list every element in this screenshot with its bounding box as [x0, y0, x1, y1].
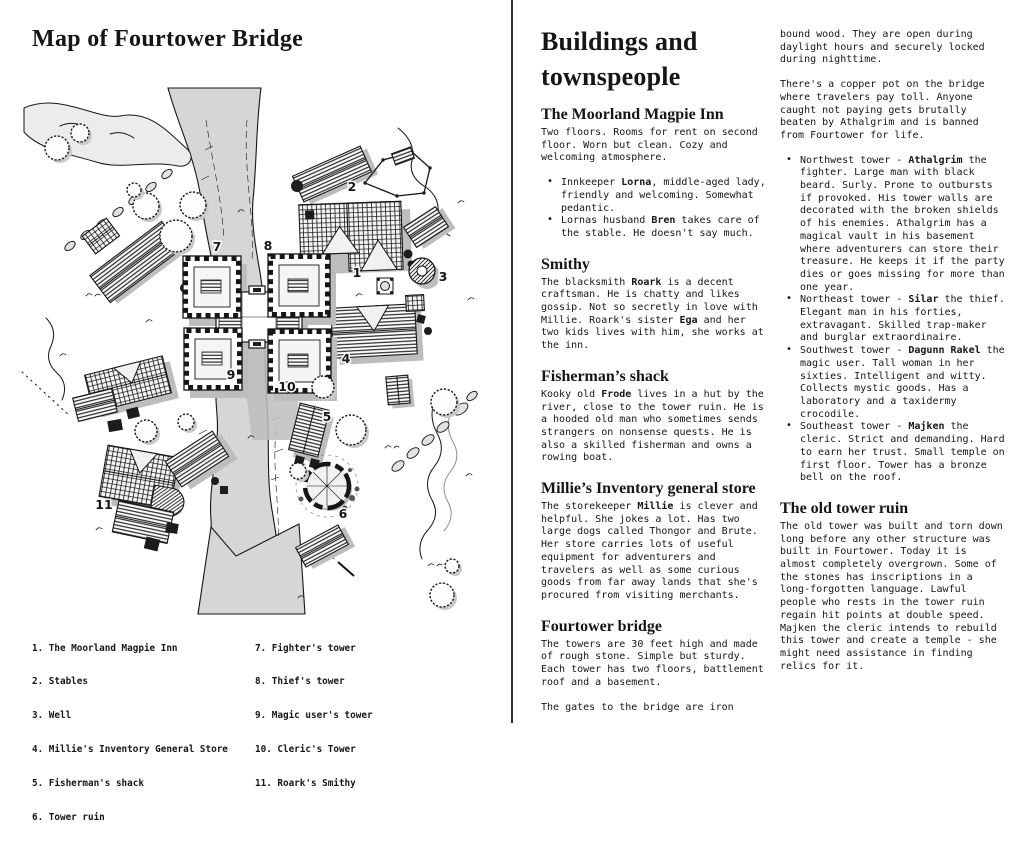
text-run: Southeast tower - [800, 421, 909, 433]
legend-item: 10. Cleric's Tower [255, 744, 356, 756]
map-number-label: 1 [352, 265, 362, 280]
right-column-2 [780, 24, 1006, 723]
section-heading: Smithy [541, 255, 590, 273]
emphasized-name: Lorna [621, 177, 652, 189]
barrel [424, 327, 432, 335]
paragraph [541, 501, 767, 603]
well-3 [409, 258, 440, 289]
text-run: There's a copper pot on the bridge where travelers pay toll. Anyone caught not paying gets brutally beaten by Athalgrim and is banned from Fourtower for life. [780, 79, 985, 141]
tower-8-northeast [268, 254, 330, 317]
emphasized-name: Dagunn Rakel [908, 345, 981, 357]
section-heading: The Moorland Magpie Inn [541, 106, 724, 123]
paragraph [780, 79, 1006, 143]
text-run: Northeast tower - [800, 294, 909, 306]
building-hut-east [386, 375, 415, 409]
text-run: The gates to the bridge are iron [541, 701, 734, 713]
inn-yard-ornament [377, 278, 393, 294]
crate [220, 486, 228, 494]
bullet-item [561, 215, 767, 240]
text-run: and her two kids lives with him, she works at the inn. [541, 314, 764, 352]
text-run: the cleric. Strict and demanding. Hard to earn her trust. Small temple on first floor. Tower has a bronze bell on the roof. [800, 421, 1005, 484]
legend-item: 7. Fighter's tower [255, 642, 356, 654]
legend-item: 2. Stables [32, 676, 88, 688]
bullet-item [561, 177, 767, 215]
legend-column-1 [32, 620, 255, 846]
map-legend [32, 620, 373, 846]
text-run: Kooky old [541, 388, 602, 400]
barrel [211, 477, 219, 485]
map-number-label: 11 [95, 497, 113, 512]
map-number-label: 8 [263, 238, 273, 253]
text-run: The towers are 30 feet high and made of rough stone. Simple but sturdy. Each tower has two floors, battlement roof and a basement. [541, 638, 764, 688]
bush [291, 180, 303, 192]
paragraph [780, 29, 1006, 67]
text-run: takes care of the stable. He doesn't say much. [561, 215, 760, 239]
section-heading: Millie’s Inventory general store [541, 480, 756, 498]
text-run: Innkeeper [561, 177, 622, 189]
paddock-fence [363, 147, 431, 198]
legend-item: 9. Magic user's tower [255, 710, 373, 722]
map-number-label: 7 [212, 239, 222, 254]
section-heading: Fisherman’s shack [541, 367, 669, 385]
emphasized-name: Millie [637, 501, 674, 513]
map-number-label: 4 [341, 351, 351, 366]
map-number-label: 10 [278, 379, 296, 394]
bullet-item [800, 345, 1006, 421]
town-map [0, 60, 511, 618]
legend-column-2 [255, 620, 373, 846]
legend-item: 3. Well [32, 710, 72, 722]
building-2-stables [293, 144, 379, 206]
paragraph [541, 277, 767, 353]
building-cluster-southwest [73, 354, 179, 421]
bush [404, 250, 413, 259]
paragraph [541, 389, 767, 465]
bullet-item [800, 294, 1006, 345]
text-run: Lornas husband [561, 215, 652, 227]
legend-item: 6. Tower ruin [32, 812, 105, 824]
emphasized-name: Frode [601, 388, 632, 400]
legend-item: 1. The Moorland Magpie Inn [32, 642, 178, 654]
text-run: bound wood. They are open during daylight hours and securely locked during nighttime. [780, 29, 985, 66]
text-run: The old tower was built and torn down long before any other structure was built in Fourtower. Today it is almost completely overgrown. Some of the stones has inscriptions in a long-forgotten language. Lawful people who rests in the tower ruin regain hit points at double speed. Majken the cleric intends to rebuild this tower and create a temple - she might need assistance in finding relics for it. [780, 520, 1003, 672]
text-run: , middle-aged lady, friendly and welcoming. Somewhat pedantic. [561, 177, 766, 214]
shed [107, 419, 123, 432]
text-run: The storekeeper [541, 501, 638, 513]
legend-item: 11. Roark's Smithy [255, 778, 356, 790]
paragraph [541, 702, 767, 715]
column-sections [780, 29, 1006, 673]
map-number-label: 2 [347, 179, 357, 194]
section-heading: The old tower ruin [780, 499, 909, 517]
paragraph [541, 127, 767, 165]
bullet-item [800, 155, 1006, 295]
text-run: lives in a hut by the river, close to the tower ruin. He is a hooded old man who sometimes sends strangers on nonsense quests. He is also a skilled fisherman and owns a rowing boat. [541, 388, 764, 464]
text-run: the thief. Elegant man in his forties, extravagant. Skilled trap-maker and burglar extraordinaire. [800, 294, 1005, 344]
map-title: Map of Fourtower Bridge [32, 26, 304, 52]
tower-7-northwest [183, 256, 241, 318]
tower-ruin-6 [296, 455, 360, 517]
text-run: Southwest tower - [800, 345, 909, 357]
emphasized-name: Athalgrim [908, 154, 963, 166]
emphasized-name: Silar [908, 294, 939, 306]
paragraph [780, 521, 1006, 673]
map-number-label: 6 [338, 506, 348, 521]
text-run: Two floors. Rooms for rent on second floor. Worn but clean. Cozy and welcoming atmosphere. [541, 127, 758, 164]
right-column-1 [541, 24, 767, 723]
jetty [338, 562, 354, 576]
left-page [0, 0, 511, 824]
page-title: Buildings and townspeople [541, 27, 698, 91]
text-run: the fighter. Large man with black beard. Surly. Prone to outbursts if provoked. His tower walls are decorated with the broken shields of his enemies. Athalgrim has a magical vault in his basement where adventurers can store their treasure. He keeps it if the party dies or goes missing for more than one year. [800, 154, 1005, 293]
text-run: Northwest tower - [800, 154, 909, 166]
emphasized-name: Roark [631, 276, 662, 288]
map-number-label: 5 [322, 409, 332, 424]
store-annex [406, 295, 425, 312]
legend-item: 4. Millie's Inventory General Store [32, 744, 228, 756]
paragraph [541, 639, 767, 690]
building-hut-west [82, 218, 119, 254]
building-boathouse [296, 523, 355, 572]
bullet-list [541, 177, 767, 241]
text-run: is a decent craftsman. He is chatty and likes gossip. Not so secretly in love with Millie. Roark's sister [541, 276, 758, 326]
text-run: is clever and helpful. She jokes a lot. Has two large dogs called Thongor and Brute. Her store carries lots of useful equipment for adventurers and travelers as well as some curious goods from far away lands that she's procured from visiting merchants. [541, 501, 758, 601]
right-page [513, 0, 1024, 723]
building-east-of-inn [404, 204, 456, 252]
map-number-label: 9 [226, 367, 236, 382]
emphasized-name: Majken [908, 421, 945, 433]
legend-item: 5. Fisherman's shack [32, 778, 144, 790]
column-sections [541, 105, 767, 714]
emphasized-name: Bren [651, 215, 676, 227]
bullet-item [800, 421, 1006, 485]
section-heading: Fourtower bridge [541, 617, 663, 635]
map-number-label: 3 [438, 269, 448, 284]
legend-item: 8. Thief's tower [255, 676, 345, 688]
bullet-list [780, 155, 1006, 485]
emphasized-name: Ega [679, 314, 698, 326]
text-run: The blacksmith [541, 276, 632, 288]
text-run: the magic user. Tall woman in her sixties. Intelligent and witty. Collects mystic goods. Has a laboratory and a taxidermy crocodile. [800, 345, 1005, 420]
